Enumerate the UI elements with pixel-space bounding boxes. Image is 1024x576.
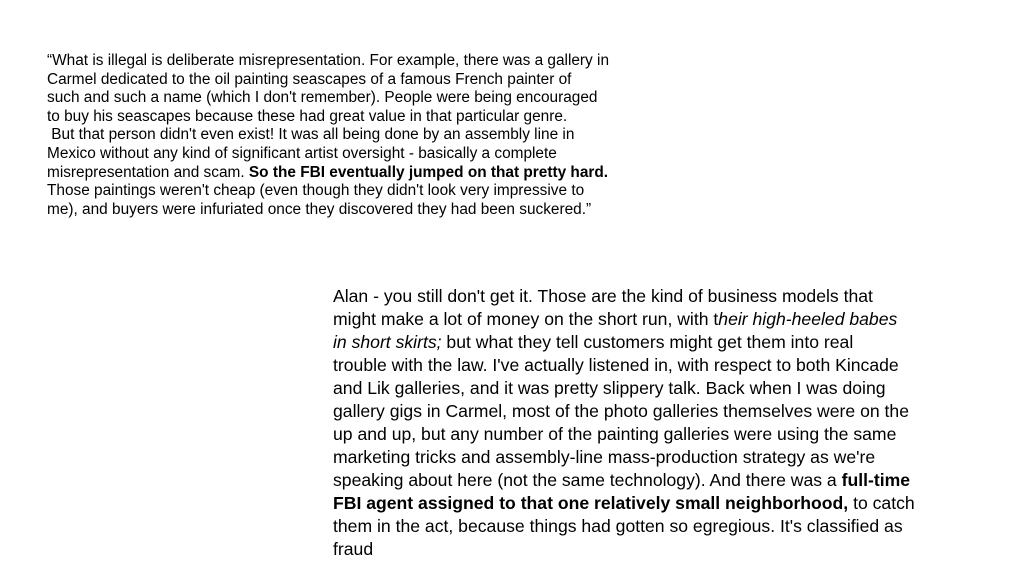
- response-line-10-text: to catch: [848, 493, 915, 513]
- quote-bold-statement: So the FBI eventually jumped on that pretty hard.: [248, 163, 609, 181]
- response-italic-phrase-start: heir high-heeled babes: [718, 309, 898, 329]
- response-line-11: them in the act, because things had gotten so egregious. It's classified as: [333, 516, 903, 536]
- quote-line-3: such and such a name (which I don't remember). People were being encouraged: [47, 89, 598, 107]
- response-line-3-text: but what they tell customers might get them into real: [441, 332, 854, 352]
- quote-line-4: to buy his seascapes because these had great value in that particular genre.: [47, 107, 568, 125]
- response-line-2-text: might make a lot of money on the short run, with t: [333, 309, 719, 329]
- quote-line-5: But that person didn't even exist! It was all being done by an assembly line in: [47, 126, 575, 144]
- response-italic-phrase-end: in short skirts;: [333, 332, 442, 352]
- response-line-5: and Lik galleries, and it was pretty slippery talk. Back when I was doing: [333, 378, 886, 398]
- response-line-12: fraud: [333, 539, 374, 559]
- quoted-passage: [47, 52, 747, 219]
- response-bold-phrase-start: full-time: [841, 470, 911, 490]
- response-line-3: [333, 331, 1013, 354]
- response-line-1: Alan - you still don't get it. Those are the kind of business models that: [333, 286, 873, 306]
- response-line-4: trouble with the law. I've actually listened in, with respect to both Kincade: [333, 355, 899, 375]
- quote-line-9: me), and buyers were infuriated once they discovered they had been suckered.”: [47, 200, 592, 218]
- quote-line-6: Mexico without any kind of significant artist oversight - basically a complete: [47, 144, 557, 162]
- quote-line-7-text: misrepresentation and scam.: [47, 163, 249, 181]
- quote-line-7: [47, 164, 747, 183]
- response-line-9-text: speaking about here (not the same technology). And there was a: [333, 470, 842, 490]
- response-line-7: up and up, but any number of the painting galleries were using the same: [333, 424, 897, 444]
- response-line-9: [333, 469, 1013, 492]
- response-line-6: gallery gigs in Carmel, most of the photo galleries themselves were on the: [333, 401, 909, 421]
- response-line-8: marketing tricks and assembly-line mass-production strategy as we're: [333, 447, 876, 467]
- quote-line-1: “What is illegal is deliberate misrepresentation. For example, there was a gallery in: [47, 52, 610, 69]
- response-bold-phrase-end: FBI agent assigned to that one relatively small neighborhood,: [333, 493, 849, 513]
- response-line-10: [333, 492, 1013, 515]
- quote-line-8: Those paintings weren't cheap (even though they didn't look very impressive to: [47, 182, 585, 200]
- quote-line-2: Carmel dedicated to the oil painting seascapes of a famous French painter of: [47, 70, 572, 88]
- response-passage: [333, 285, 1013, 561]
- response-line-2: [333, 308, 1013, 331]
